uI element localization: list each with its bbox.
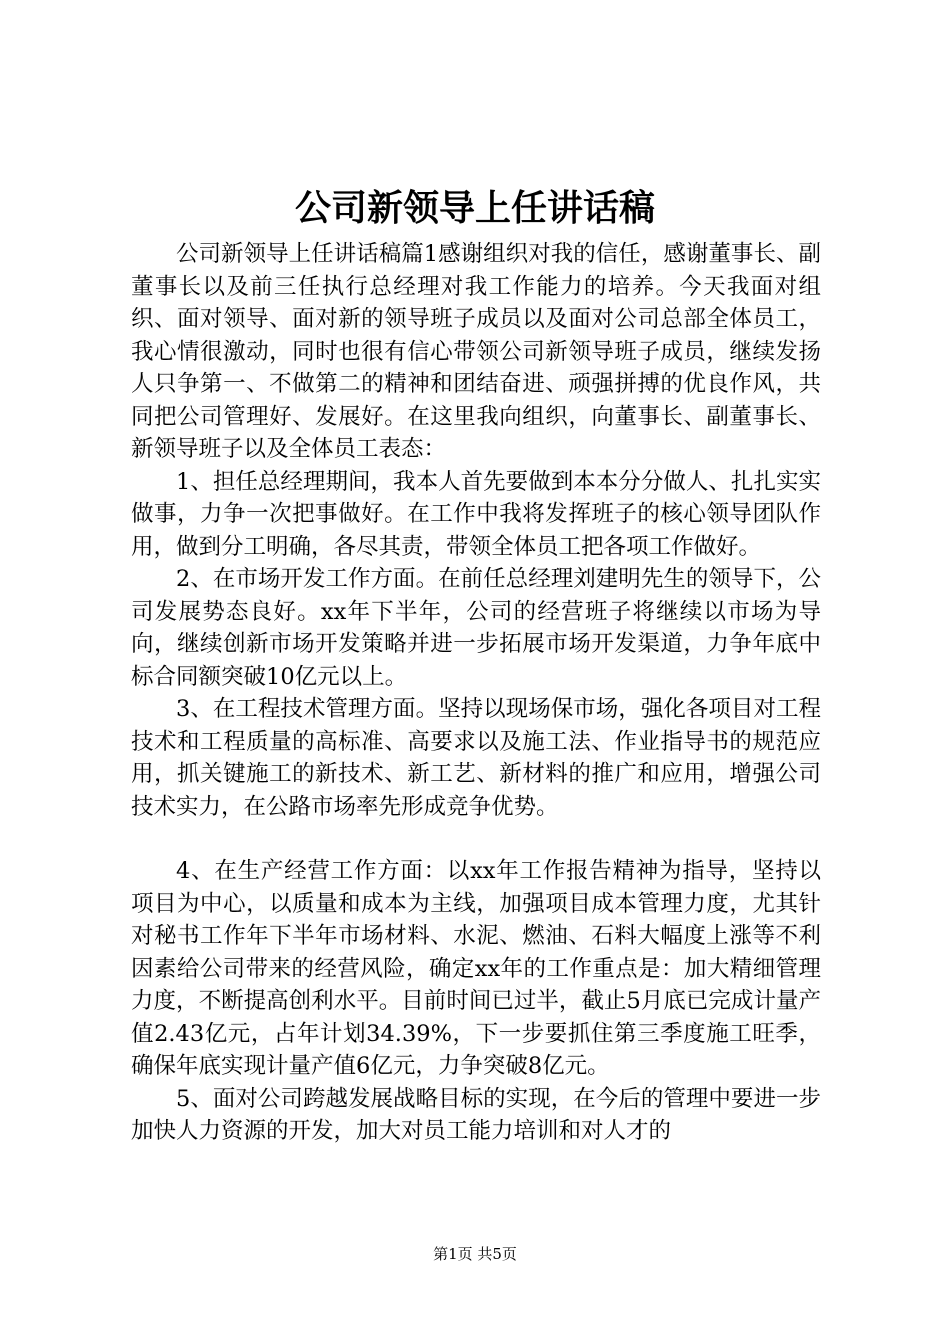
document-body xyxy=(131,238,821,1148)
paragraph-item-5: 5、面对公司跨越发展战略目标的实现，在今后的管理中要进一步加快人力资源的开发，加大对员工能力培训和对人才的 xyxy=(131,1085,821,1144)
paragraph-item-3: 3、在工程技术管理方面。坚持以现场保市场，强化各项目对工程技术和工程质量的高标准、高要求以及施工法、作业指导书的规范应用，抓关键施工的新技术、新工艺、新材料的推广和应用，增强公司技术实力，在公路市场率先形成竞争优势。 xyxy=(131,696,821,820)
paragraph-item-4: 4、在生产经营工作方面：以xx年工作报告精神为指导，坚持以项目为中心，以质量和成本为主线，加强项目成本管理力度，尤其针对秘书工作年下半年市场材料、水泥、燃油、石料大幅度上涨等不利因素给公司带来的经营风险，确定xx年的工作重点是：加大精细管理力度，不断提高创利水平。目前时间已过半，截止5月底已完成计量产值2.43亿元，占年计划34.39%，下一步要抓住第三季度施工旺季，确保年底实现计量产值6亿元，力争突破8亿元。 xyxy=(131,858,821,1079)
document-title: 公司新领导上任讲话稿 xyxy=(294,187,655,229)
page-number-footer: 第1页 共5页 xyxy=(433,1245,517,1263)
paragraph-item-1: 1、担任总经理期间，我本人首先要做到本本分分做人、扎扎实实做事，力争一次把事做好。在工作中我将发挥班子的核心领导团队作用，做到分工明确，各尽其责，带领全体员工把各项工作做好。 xyxy=(131,468,821,560)
paragraph-intro: 公司新领导上任讲话稿篇1感谢组织对我的信任，感谢董事长、副董事长以及前三任执行总经理对我工作能力的培养。今天我面对组织、面对领导、面对新的领导班子成员以及面对公司总部全体员工，我心情很激动，同时也很有信心带领公司新领导班子成员，继续发扬人只争第一、不做第二的精神和团结奋进、顽强拼搏的优良作风，共同把公司管理好、发展好。在这里我向组织，向董事长、副董事长、新领导班子以及全体员工表态： xyxy=(131,241,821,462)
paragraph-item-2: 2、在市场开发工作方面。在前任总经理刘建明先生的领导下，公司发展势态良好。xx年下半年，公司的经营班子将继续以市场为导向，继续创新市场开发策略并进一步拓展市场开发渠道，力争年底中标合同额突破10亿元以上。 xyxy=(131,566,821,690)
